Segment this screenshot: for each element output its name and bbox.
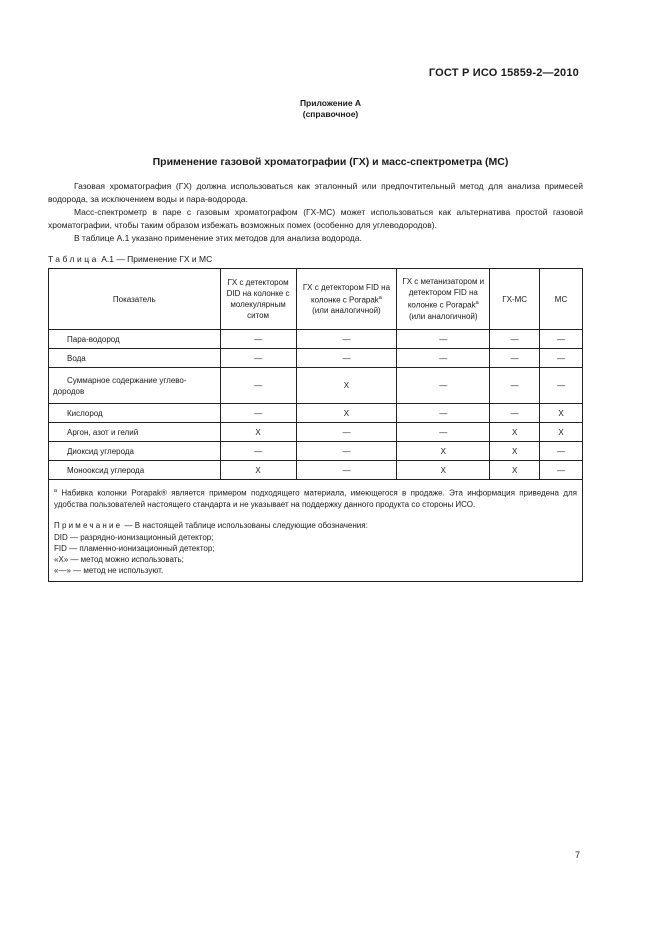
table-footnote-cell	[49, 480, 583, 582]
row-name: Монооксид углерода	[49, 461, 221, 480]
paragraph-2: Масс-спектрометр в паре с газовым хроматографом (ГХ-МС) может использоваться как альтернатива простой газовой хроматографии, чтобы таким образом избежать возможных помех (особенно для углеводородов).	[48, 207, 583, 230]
header-gc-fid-suffix: (или аналогичной)	[312, 306, 381, 316]
header-indicator: Показатель	[49, 269, 221, 330]
table-row	[49, 349, 583, 368]
note-did: DID — разрядно-ионизационный детектор;	[54, 532, 214, 542]
table-caption	[48, 254, 212, 264]
cell-gc-ms: X	[490, 423, 540, 442]
annex-title: Приложение А	[299, 98, 362, 108]
table-row	[49, 423, 583, 442]
table-row	[49, 442, 583, 461]
table-note	[54, 520, 577, 531]
cell-did: —	[220, 330, 296, 349]
cell-ms: X	[540, 423, 583, 442]
table-header-row	[49, 269, 583, 330]
row-name-line2: дородов	[53, 386, 85, 396]
table-row	[49, 461, 583, 480]
row-name-line1: Суммарное содержание углево-	[67, 375, 187, 385]
cell-fid: —	[296, 423, 397, 442]
cell-fid: —	[296, 442, 397, 461]
cell-gc-ms: —	[490, 368, 540, 404]
cell-methanizer: —	[397, 423, 490, 442]
table-row	[49, 404, 583, 423]
footnote-text: Набивка колонки Porapak® является примером подходящего материала, имеющегося в продаже. Эта информация приведена для удобства пользователей настоящего стандарта и не указывает на поддержку данного продукта со стороны ИСО.	[54, 488, 577, 509]
cell-methanizer: —	[397, 330, 490, 349]
table-caption-text: А.1 — Применение ГХ и МС	[101, 254, 213, 264]
cell-methanizer: X	[397, 461, 490, 480]
page-number: 7	[575, 850, 581, 860]
cell-methanizer: X	[397, 442, 490, 461]
footnote-ref: a	[378, 294, 382, 301]
cell-did: —	[220, 349, 296, 368]
cell-did: —	[220, 442, 296, 461]
cell-gc-ms: —	[490, 349, 540, 368]
cell-fid: X	[296, 404, 397, 423]
header-gc-did: ГХ с детектором DID на колонке с молекулярным ситом	[220, 269, 296, 330]
note-intro: — В настоящей таблице использованы следующие обозначения:	[124, 521, 368, 531]
table-row	[49, 330, 583, 349]
cell-did: X	[220, 461, 296, 480]
paragraph-1: Газовая хроматография (ГХ) должна использоваться как эталонный или предпочтительный метод для анализа примесей водорода, за исключением воды и пара-водорода.	[48, 181, 583, 204]
paragraph-3: В таблице А.1 указано применение этих методов для анализа водорода.	[74, 233, 362, 243]
header-gc-methanizer-suffix: (или аналогичной)	[408, 311, 478, 321]
cell-methanizer: —	[397, 368, 490, 404]
section-title: Применение газовой хроматографии (ГХ) и масс-спектрометра (МС)	[152, 156, 509, 168]
cell-did: —	[220, 368, 296, 404]
table-row	[49, 368, 583, 404]
cell-gc-ms: —	[490, 330, 540, 349]
document-id: ГОСТ Р ИСО 15859-2—2010	[428, 67, 579, 79]
cell-did: —	[220, 404, 296, 423]
cell-fid: X	[296, 368, 397, 404]
row-name: Кислород	[49, 404, 221, 423]
note-x: «X» — метод можно использовать;	[54, 555, 184, 565]
table-caption-prefix: Таблица	[48, 254, 99, 264]
header-gc-fid	[296, 269, 397, 330]
cell-gc-ms: —	[490, 404, 540, 423]
cell-ms: —	[540, 442, 583, 461]
cell-gc-ms: X	[490, 461, 540, 480]
annex-subtitle: (справочное)	[302, 109, 359, 119]
cell-did: X	[220, 423, 296, 442]
table-footnote	[54, 486, 577, 510]
row-name: Вода	[49, 349, 221, 368]
note-fid: FID — пламенно-ионизационный детектор;	[54, 543, 215, 553]
cell-methanizer: —	[397, 404, 490, 423]
footnote-mark: a	[54, 488, 58, 494]
cell-ms: —	[540, 349, 583, 368]
cell-ms: —	[540, 368, 583, 404]
cell-ms: —	[540, 330, 583, 349]
row-name	[49, 368, 221, 404]
footnote-ref: a	[475, 300, 479, 307]
header-gc-methanizer-text: ГХ с метанизатором и детектором FID на колонке с Porapak	[402, 277, 485, 310]
row-name: Аргон, азот и гелий	[49, 423, 221, 442]
note-dash: «—» — метод не используют.	[54, 566, 164, 576]
header-ms: МС	[540, 269, 583, 330]
cell-ms: X	[540, 404, 583, 423]
methods-table	[48, 268, 583, 582]
cell-fid: —	[296, 330, 397, 349]
header-gc-ms: ГХ-МС	[490, 269, 540, 330]
cell-fid: —	[296, 349, 397, 368]
note-label: Примечание	[54, 521, 123, 531]
cell-gc-ms: X	[490, 442, 540, 461]
row-name: Диоксид углерода	[49, 442, 221, 461]
row-name: Пара-водород	[49, 330, 221, 349]
header-gc-methanizer	[397, 269, 490, 330]
cell-fid: —	[296, 461, 397, 480]
header-gc-fid-text: ГХ с детектором FID на колонке с Porapak	[302, 282, 391, 305]
cell-methanizer: —	[397, 349, 490, 368]
cell-ms: —	[540, 461, 583, 480]
table-footnote-row	[49, 480, 583, 582]
